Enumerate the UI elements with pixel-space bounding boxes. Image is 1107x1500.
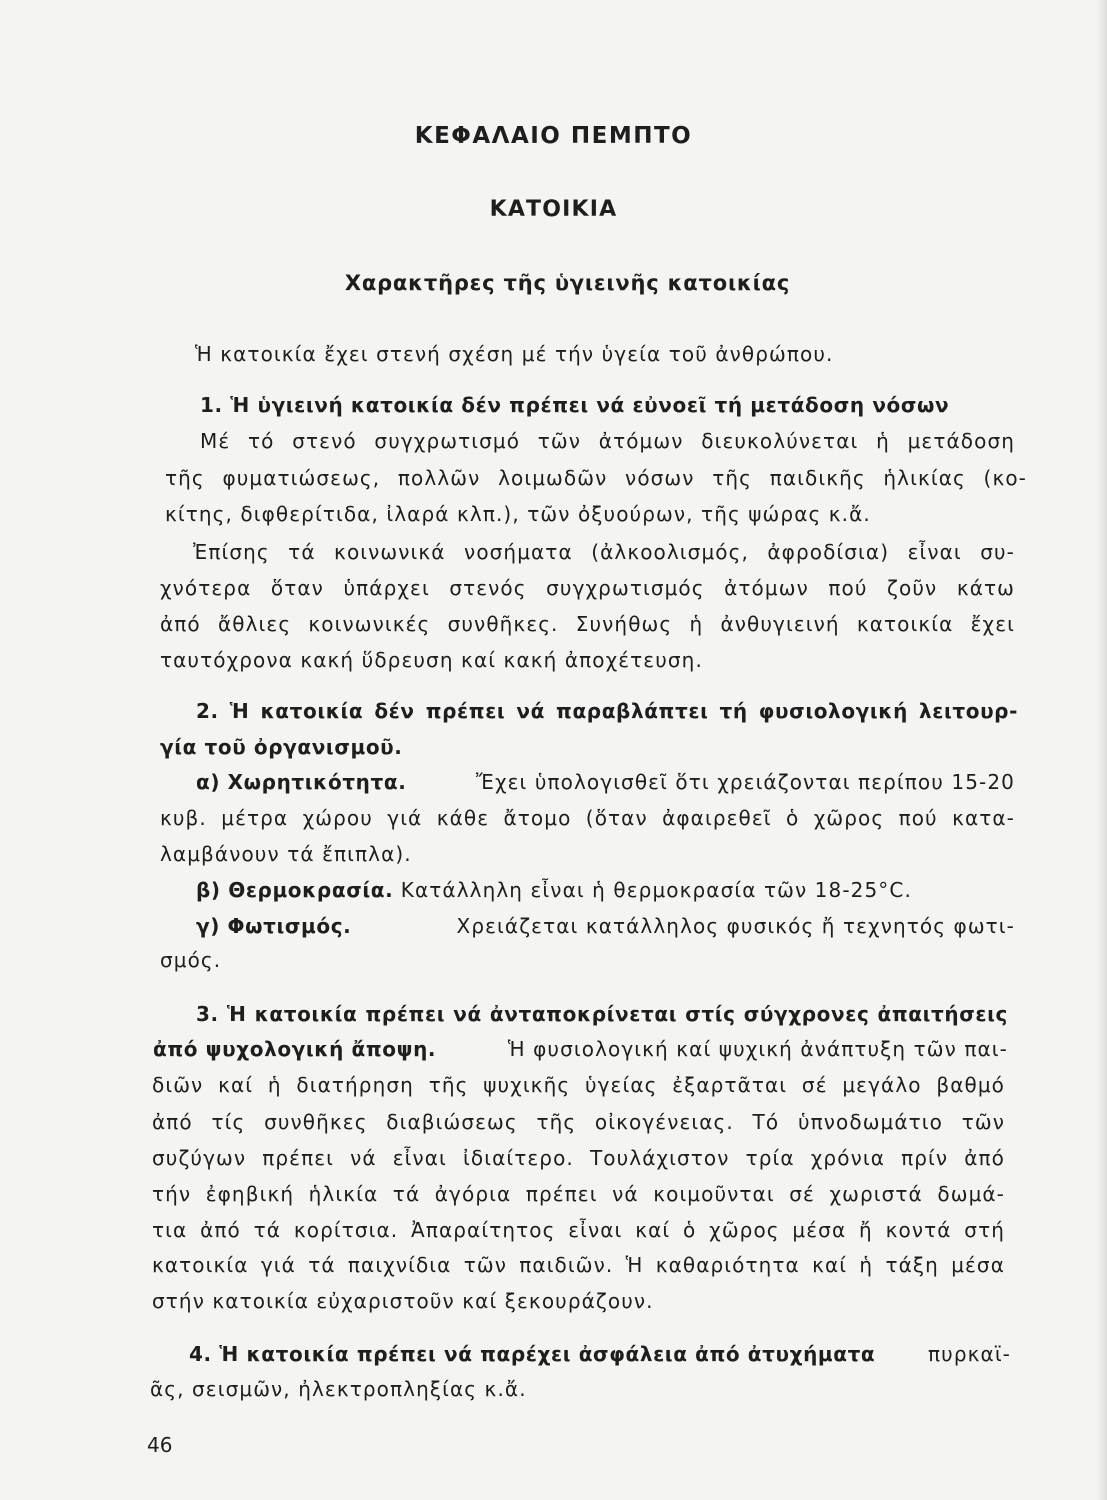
body-text: Χρειάζεται κατάλληλος φυσικός ἤ τεχνητός φωτι- bbox=[456, 914, 1015, 938]
section-title: Χαρακτῆρες τῆς ὑγιεινῆς κατοικίας bbox=[344, 271, 791, 295]
section-4-heading: 4. Ἡ κατοικία πρέπει νά παρέχει ἀσφάλεια ἀπό ἀτυχήματα bbox=[189, 1342, 876, 1366]
body-line: διῶν καί ἡ διατήρηση τῆς ψυχικῆς ὑγείας ἐξαρτᾶται σέ μεγάλο βαθμό bbox=[152, 1073, 1005, 1097]
body-text: Ἔχει ὑπολογισθεῖ ὅτι χρειάζονται περίπου 15-20 bbox=[475, 770, 1015, 794]
body-line: τῆς φυματιώσεως, πολλῶν λοιμωδῶν νόσων τῆς παιδικῆς ἡλικίας (κο- bbox=[165, 466, 1027, 490]
body-line: χνότερα ὅταν ὑπάρχει στενός συγχρωτισμός ἀτόμων πού ζοῦν κάτω bbox=[160, 576, 1015, 600]
body-text: Ἡ φυσιολογική καί ψυχική ἀνάπτυξη τῶν παι- bbox=[507, 1037, 1008, 1061]
body-line: ᾶς, σεισμῶν, ἠλεκτροπληξίας κ.ἄ. bbox=[150, 1377, 527, 1401]
section-1-heading: 1. Ἡ ὑγιεινή κατοικία δέν πρέπει νά εὐνοεῖ τή μετάδοση νόσων bbox=[200, 393, 950, 417]
body-text: πυρκαϊ- bbox=[928, 1342, 1011, 1366]
body-line: ταυτόχρονα κακή ὕδρευση καί κακή ἀποχέτευση. bbox=[160, 648, 703, 672]
body-line: Ἐπίσης τά κοινωνικά νοσήματα (ἀλκοολισμός, ἀφροδίσια) εἶναι συ- bbox=[193, 540, 1015, 564]
body-line: λαμβάνουν τά ἔπιπλα). bbox=[160, 842, 412, 866]
page-edge-shadow bbox=[1097, 0, 1107, 1500]
body-line: τήν ἐφηβική ἡλικία τά ἀγόρια πρέπει νά κοιμοῦνται σέ χωριστά δωμά- bbox=[152, 1182, 1005, 1206]
section-4-line bbox=[189, 1340, 1011, 1368]
body-text: Κατάλληλη εἶναι ἡ θερμοκρασία τῶν 18-25°C. bbox=[400, 878, 912, 902]
item-a-label: α) Χωρητικότητα. bbox=[196, 770, 407, 794]
section-2-heading-cont: γία τοῦ ὀργανισμοῦ. bbox=[160, 735, 403, 759]
item-c-line bbox=[196, 912, 1015, 940]
body-line: στήν κατοικία εὐχαριστοῦν καί ξεκουράζουν. bbox=[152, 1289, 654, 1313]
body-line: συζύγων πρέπει νά εἶναι ἰδιαίτερο. Τουλάχιστον τρία χρόνια πρίν ἀπό bbox=[152, 1146, 1005, 1170]
item-a-line bbox=[196, 768, 1015, 796]
section-3-heading-line2 bbox=[153, 1035, 1008, 1063]
body-line: Μέ τό στενό συγχρωτισμό τῶν ἀτόμων διευκολύνεται ἡ μετάδοση bbox=[200, 429, 1015, 453]
chapter-title: ΚΕΦΑΛΑΙΟ ΠΕΜΠΤΟ bbox=[414, 123, 693, 149]
section-2-heading: 2. Ἡ κατοικία δέν πρέπει νά παραβλάπτει τή φυσιολογική λειτουρ- bbox=[196, 699, 1018, 723]
chapter-subtitle: ΚΑΤΟΙΚΙΑ bbox=[489, 197, 618, 222]
body-line: κίτης, διφθερίτιδα, ἰλαρά κλπ.), τῶν ὀξυούρων, τῆς ψώρας κ.ἄ. bbox=[165, 502, 871, 526]
body-line: τια ἀπό τά κορίτσια. Ἀπαραίτητος εἶναι καί ὁ χῶρος μέσα ἤ κοντά στή bbox=[152, 1218, 1005, 1242]
item-b-label: β) Θερμοκρασία. bbox=[196, 878, 394, 902]
intro-sentence: Ἡ κατοικία ἔχει στενή σχέση μέ τήν ὑγεία τοῦ ἀνθρώπου. bbox=[195, 342, 834, 366]
section-3-heading: 3. Ἡ κατοικία πρέπει νά ἀνταποκρίνεται στίς σύγχρονες ἀπαιτήσεις bbox=[196, 1002, 1008, 1026]
body-line: ἀπό τίς συνθῆκες διαβιώσεως τῆς οἰκογένειας. Τό ὑπνοδωμάτιο τῶν bbox=[152, 1110, 1005, 1134]
body-line: ἀπό ἄθλιες κοινωνικές συνθῆκες. Συνήθως ἡ ἀνθυγιεινή κατοικία ἔχει bbox=[160, 612, 1015, 636]
body-line: σμός. bbox=[160, 948, 222, 972]
body-line: κυβ. μέτρα χώρου γιά κάθε ἄτομο (ὅταν ἀφαιρεθεῖ ὁ χῶρος πού κατα- bbox=[160, 806, 1015, 830]
section-3-heading-cont: ἀπό ψυχολογική ἄποψη. bbox=[153, 1037, 437, 1061]
item-b-line bbox=[196, 876, 1066, 904]
item-c-label: γ) Φωτισμός. bbox=[196, 914, 352, 938]
body-line: κατοικία γιά τά παιχνίδια τῶν παιδιῶν. Ἡ καθαριότητα καί ἡ τάξη μέσα bbox=[152, 1253, 1005, 1277]
page-number: 46 bbox=[147, 1433, 173, 1457]
